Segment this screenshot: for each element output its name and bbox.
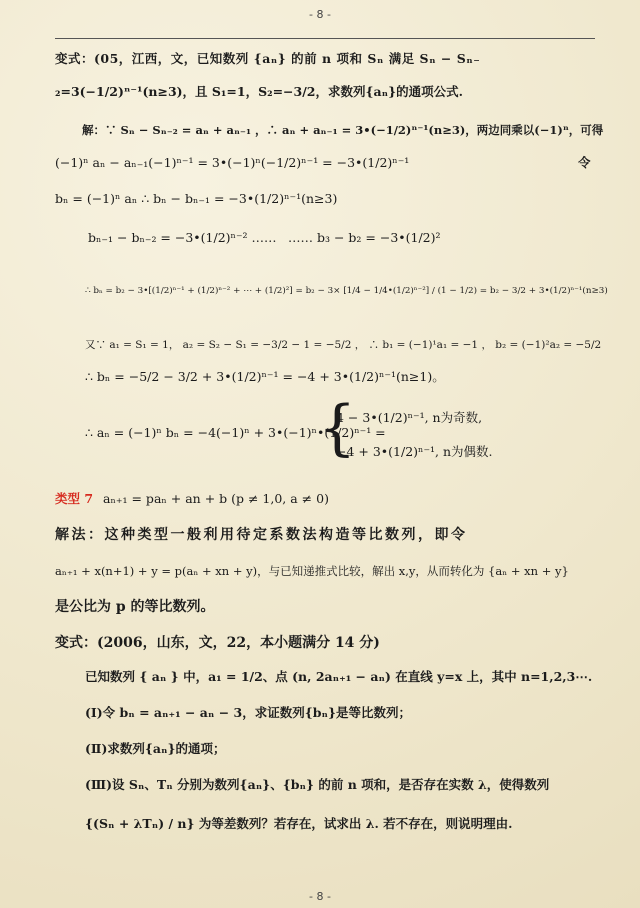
type7-method-line1: 解法：这种类型一般利用待定系数法构造等比数列，即令 [55, 527, 468, 543]
solution-line1: 解：∵ Sₙ − Sₙ₋₂ = aₙ + aₙ₋₁ ，∴ aₙ + aₙ₋₁ = 3•(−1/2)ⁿ⁻¹(n≥3)，两边同乘以(−1)ⁿ，可得 [82, 123, 604, 137]
type7-method-line2: aₙ₊₁ + x(n+1) + y = p(aₙ + xn + y)，与已知递推式比较，解出 x,y，从而转化为 {aₙ + xn + y} [55, 564, 569, 578]
type7-formula: aₙ₊₁ = paₙ + an + b (p ≠ 1,0, a ≠ 0) [103, 491, 329, 506]
solution-line8: ∴ aₙ = (−1)ⁿ bₙ = −4(−1)ⁿ + 3•(−1)ⁿ•(1/2)ⁿ⁻¹ = [85, 425, 386, 440]
solution-line4b: …… b₃ − b₂ = −3•(1/2)² [288, 230, 441, 245]
solution-line7: ∴ bₙ = −5/2 − 3/2 + 3•(1/2)ⁿ⁻¹ = −4 + 3•(1/2)ⁿ⁻¹(n≥1)。 [85, 369, 445, 384]
left-brace: { [318, 393, 357, 463]
type7-label: 类型 7 [55, 491, 94, 506]
variant2-given: 已知数列 { aₙ } 中，a₁ = 1/2、点 (n, 2aₙ₊₁ − aₙ) 在直线 y=x 上，其中 n=1,2,3⋯. [85, 669, 593, 684]
solution-line2: (−1)ⁿ aₙ − aₙ₋₁(−1)ⁿ⁻¹ = 3•(−1)ⁿ(−1/2)ⁿ⁻¹ = −3•(1/2)ⁿ⁻¹ [55, 155, 410, 170]
variant2-title: 变式：(2006，山东，文，22，本小题满分 14 分) [55, 635, 380, 651]
type7-heading [55, 490, 329, 508]
variant1-question-line2: ₂=3(−1/2)ⁿ⁻¹(n≥3)，且 S₁=1，S₂=−3/2，求数列{aₙ}的通项公式. [55, 84, 464, 99]
solution-line4a: bₙ₋₁ − bₙ₋₂ = −3•(1/2)ⁿ⁻² …… [88, 230, 277, 245]
variant2-part3: (Ⅲ)设 Sₙ、Tₙ 分别为数列{aₙ}、{bₙ} 的前 n 项和，是否存在实数 λ，使得数列 [85, 777, 550, 792]
piecewise-cases [318, 393, 493, 464]
variant1-question-line1: 变式：(05，江西，文，已知数列 {aₙ} 的前 n 项和 Sₙ 满足 Sₙ − Sₙ₋ [55, 51, 481, 66]
solution-line3: bₙ = (−1)ⁿ aₙ ∴ bₙ − bₙ₋₁ = −3•(1/2)ⁿ⁻¹(n≥3) [55, 191, 338, 206]
variant2-part3b: {(Sₙ + λTₙ) / n} 为等差数列？若存在，试求出 λ. 若不存在，则说明理由. [85, 816, 513, 831]
variant2-part1: (Ⅰ)令 bₙ = aₙ₊₁ − aₙ − 3，求证数列{bₙ}是等比数列； [85, 705, 412, 720]
header-page-number: - 8 - [309, 8, 331, 21]
solution-line6: 又∵ a₁ = S₁ = 1， a₂ = S₂ − S₁ = −3/2 − 1 = −5/2 ， ∴ b₁ = (−1)¹a₁ = −1 ， b₂ = (−1)²a₂ = −5/2 [85, 339, 602, 351]
case-odd: 4 − 3•(1/2)ⁿ⁻¹, n为奇数, [336, 410, 483, 425]
footer-page-number: - 8 - [309, 890, 331, 903]
header-rule [55, 38, 595, 39]
variant2-part2: (Ⅱ)求数列{aₙ}的通项； [85, 741, 226, 756]
type7-method-line3: 是公比为 p 的等比数列。 [55, 599, 215, 615]
solution-line5: ∴ bₙ = b₂ − 3•[(1/2)ⁿ⁻¹ + (1/2)ⁿ⁻² + ⋯ + (1/2)²] = b₂ − 3× [1/4 − 1/4•(1/2)ⁿ⁻²] / (1 − 1/2) = b₂ − 3/2 + 3•(1/2)ⁿ⁻¹(n≥3) [85, 286, 608, 296]
case-even: −4 + 3•(1/2)ⁿ⁻¹, n为偶数. [336, 444, 493, 459]
solution-line2-tail: 令 [578, 155, 591, 170]
